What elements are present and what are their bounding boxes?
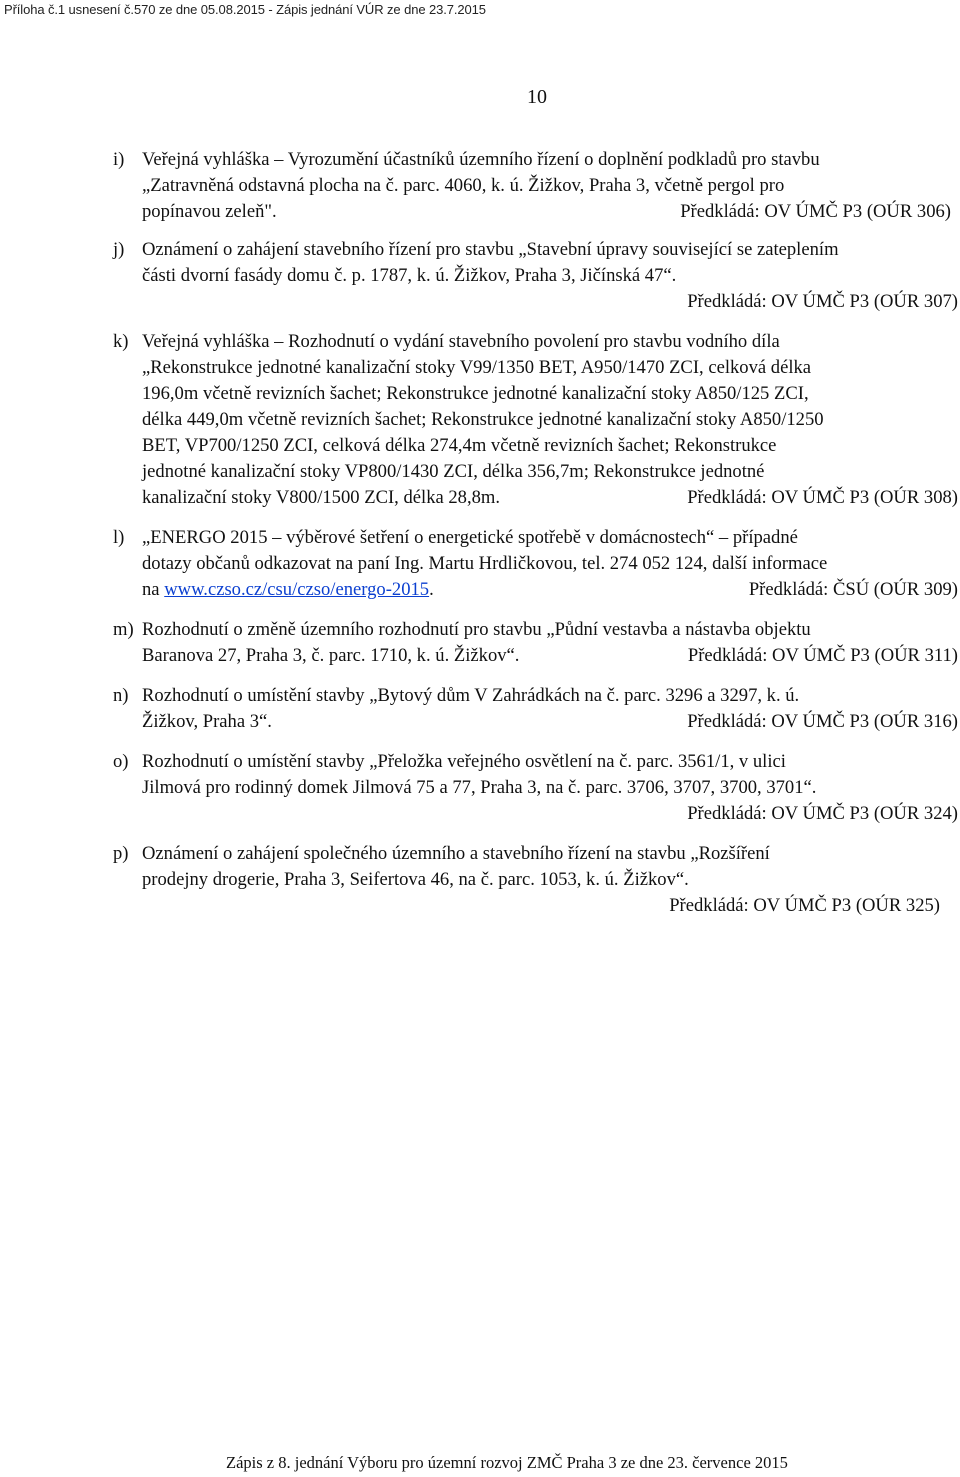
item-text: popínavou zeleň". [142,201,277,222]
item-label: m) [113,619,134,640]
item-text-line: „ENERGO 2015 – výběrové šetření o energetické spotřebě v domácnostech“ – případné [142,527,798,548]
item-text-line: dotazy občanů odkazovat na paní Ing. Martu Hrdličkovou, tel. 274 052 124, další informace [142,553,828,574]
submitter: Předkládá: OV ÚMČ P3 (OÚR 308) [687,487,958,508]
agenda-item-m [113,617,958,669]
item-text-line-with-submitter [142,199,958,225]
document-header: Příloha č.1 usnesení č.570 ze dne 05.08.2015 - Zápis jednání VÚR ze dne 23.7.2015 [4,2,486,17]
submitter: Předkládá: OV ÚMČ P3 (OÚR 306) [680,201,951,222]
item-text-line: Oznámení o zahájení společného územního a stavebního řízení na stavbu „Rozšíření [142,843,770,864]
item-text-line: Veřejná vyhláška – Rozhodnutí o vydání stavebního povolení pro stavbu vodního díla [142,331,780,352]
agenda-item-i [113,147,958,225]
page-number: 10 [527,86,547,108]
item-text-line: Veřejná vyhláška – Vyrozumění účastníků územního řízení o doplnění podkladů pro stavbu [142,149,820,170]
item-text-line: Rozhodnutí o umístění stavby „Bytový dům V Zahrádkách na č. parc. 3296 a 3297, k. ú. [142,685,800,706]
agenda-item-o [113,749,958,827]
document-footer: Zápis z 8. jednání Výboru pro územní rozvoj ZMČ Praha 3 ze dne 23. července 2015 [226,1453,788,1472]
item-text-line: jednotné kanalizační stoky VP800/1430 ZCI, délka 356,7m; Rekonstrukce jednotné [142,461,765,482]
item-text-line: „Rekonstrukce jednotné kanalizační stoky V99/1350 BET, A950/1470 ZCI, celková délka [142,357,812,378]
item-label: o) [113,751,129,772]
submitter: Předkládá: OV ÚMČ P3 (OÚR 311) [687,645,958,666]
item-text-line: délka 449,0m včetně revizních šachet; Rekonstrukce jednotné kanalizační stoky A850/1250 [142,409,824,430]
item-text-line: „Zatravněná odstavná plocha na č. parc. 4060, k. ú. Žižkov, Praha 3, včetně pergol pro [142,175,785,196]
item-label: i) [113,149,125,170]
submitter: Předkládá: OV ÚMČ P3 (OÚR 316) [687,711,958,732]
item-text-line: prodejny drogerie, Praha 3, Seifertova 46, na č. parc. 1053, k. ú. Žižkov“. [142,869,689,890]
item-text-line: Jilmová pro rodinný domek Jilmová 75 a 77, Praha 3, na č. parc. 3706, 3707, 3700, 3701“. [142,777,817,798]
submitter: Předkládá: OV ÚMČ P3 (OÚR 307) [687,291,958,312]
agenda-items-list [113,147,958,919]
submitter: Předkládá: OV ÚMČ P3 (OÚR 324) [687,803,958,824]
submitter: Předkládá: OV ÚMČ P3 (OÚR 325) [669,895,940,916]
agenda-item-n [113,683,958,735]
item-label: k) [113,331,129,352]
submitter: Předkládá: ČSÚ (OÚR 309) [748,579,958,600]
item-text-line: Oznámení o zahájení stavebního řízení pro stavbu „Stavební úpravy související se zateplením [142,239,839,260]
item-label: l) [113,527,125,548]
item-text: kanalizační stoky V800/1500 ZCI, délka 28,8m. [142,487,501,508]
item-text-line: 196,0m včetně revizních šachet; Rekonstrukce jednotné kanalizační stoky A850/125 ZCI, [142,383,809,404]
item-text-line-with-submitter [142,643,958,669]
item-text: Žižkov, Praha 3“. [142,711,272,732]
item-text: . [429,579,434,600]
agenda-item-p [113,841,958,919]
energo-info-link[interactable]: www.czso.cz/csu/czso/energo-2015 [164,579,430,600]
item-text-line-with-submitter [142,577,958,603]
item-label: p) [113,843,129,864]
agenda-item-j [113,237,958,315]
item-label: j) [113,239,125,260]
agenda-item-l [113,525,958,603]
item-text-line: Rozhodnutí o změně územního rozhodnutí pro stavbu „Půdní vestavba a nástavba objektu [142,619,811,640]
item-text-line-with-submitter [142,709,958,735]
item-text-line: BET, VP700/1250 ZCI, celková délka 274,4m včetně revizních šachet; Rekonstrukce [142,435,777,456]
agenda-item-k [113,329,958,511]
item-text: Baranova 27, Praha 3, č. parc. 1710, k. ú. Žižkov“. [142,645,520,666]
item-label: n) [113,685,129,706]
item-text-line: části dvorní fasády domu č. p. 1787, k. ú. Žižkov, Praha 3, Jičínská 47“. [142,265,677,286]
item-text: na [142,579,160,600]
item-text-line: Rozhodnutí o umístění stavby „Přeložka veřejného osvětlení na č. parc. 3561/1, v ulici [142,751,786,772]
item-text-line-with-submitter [142,485,958,511]
